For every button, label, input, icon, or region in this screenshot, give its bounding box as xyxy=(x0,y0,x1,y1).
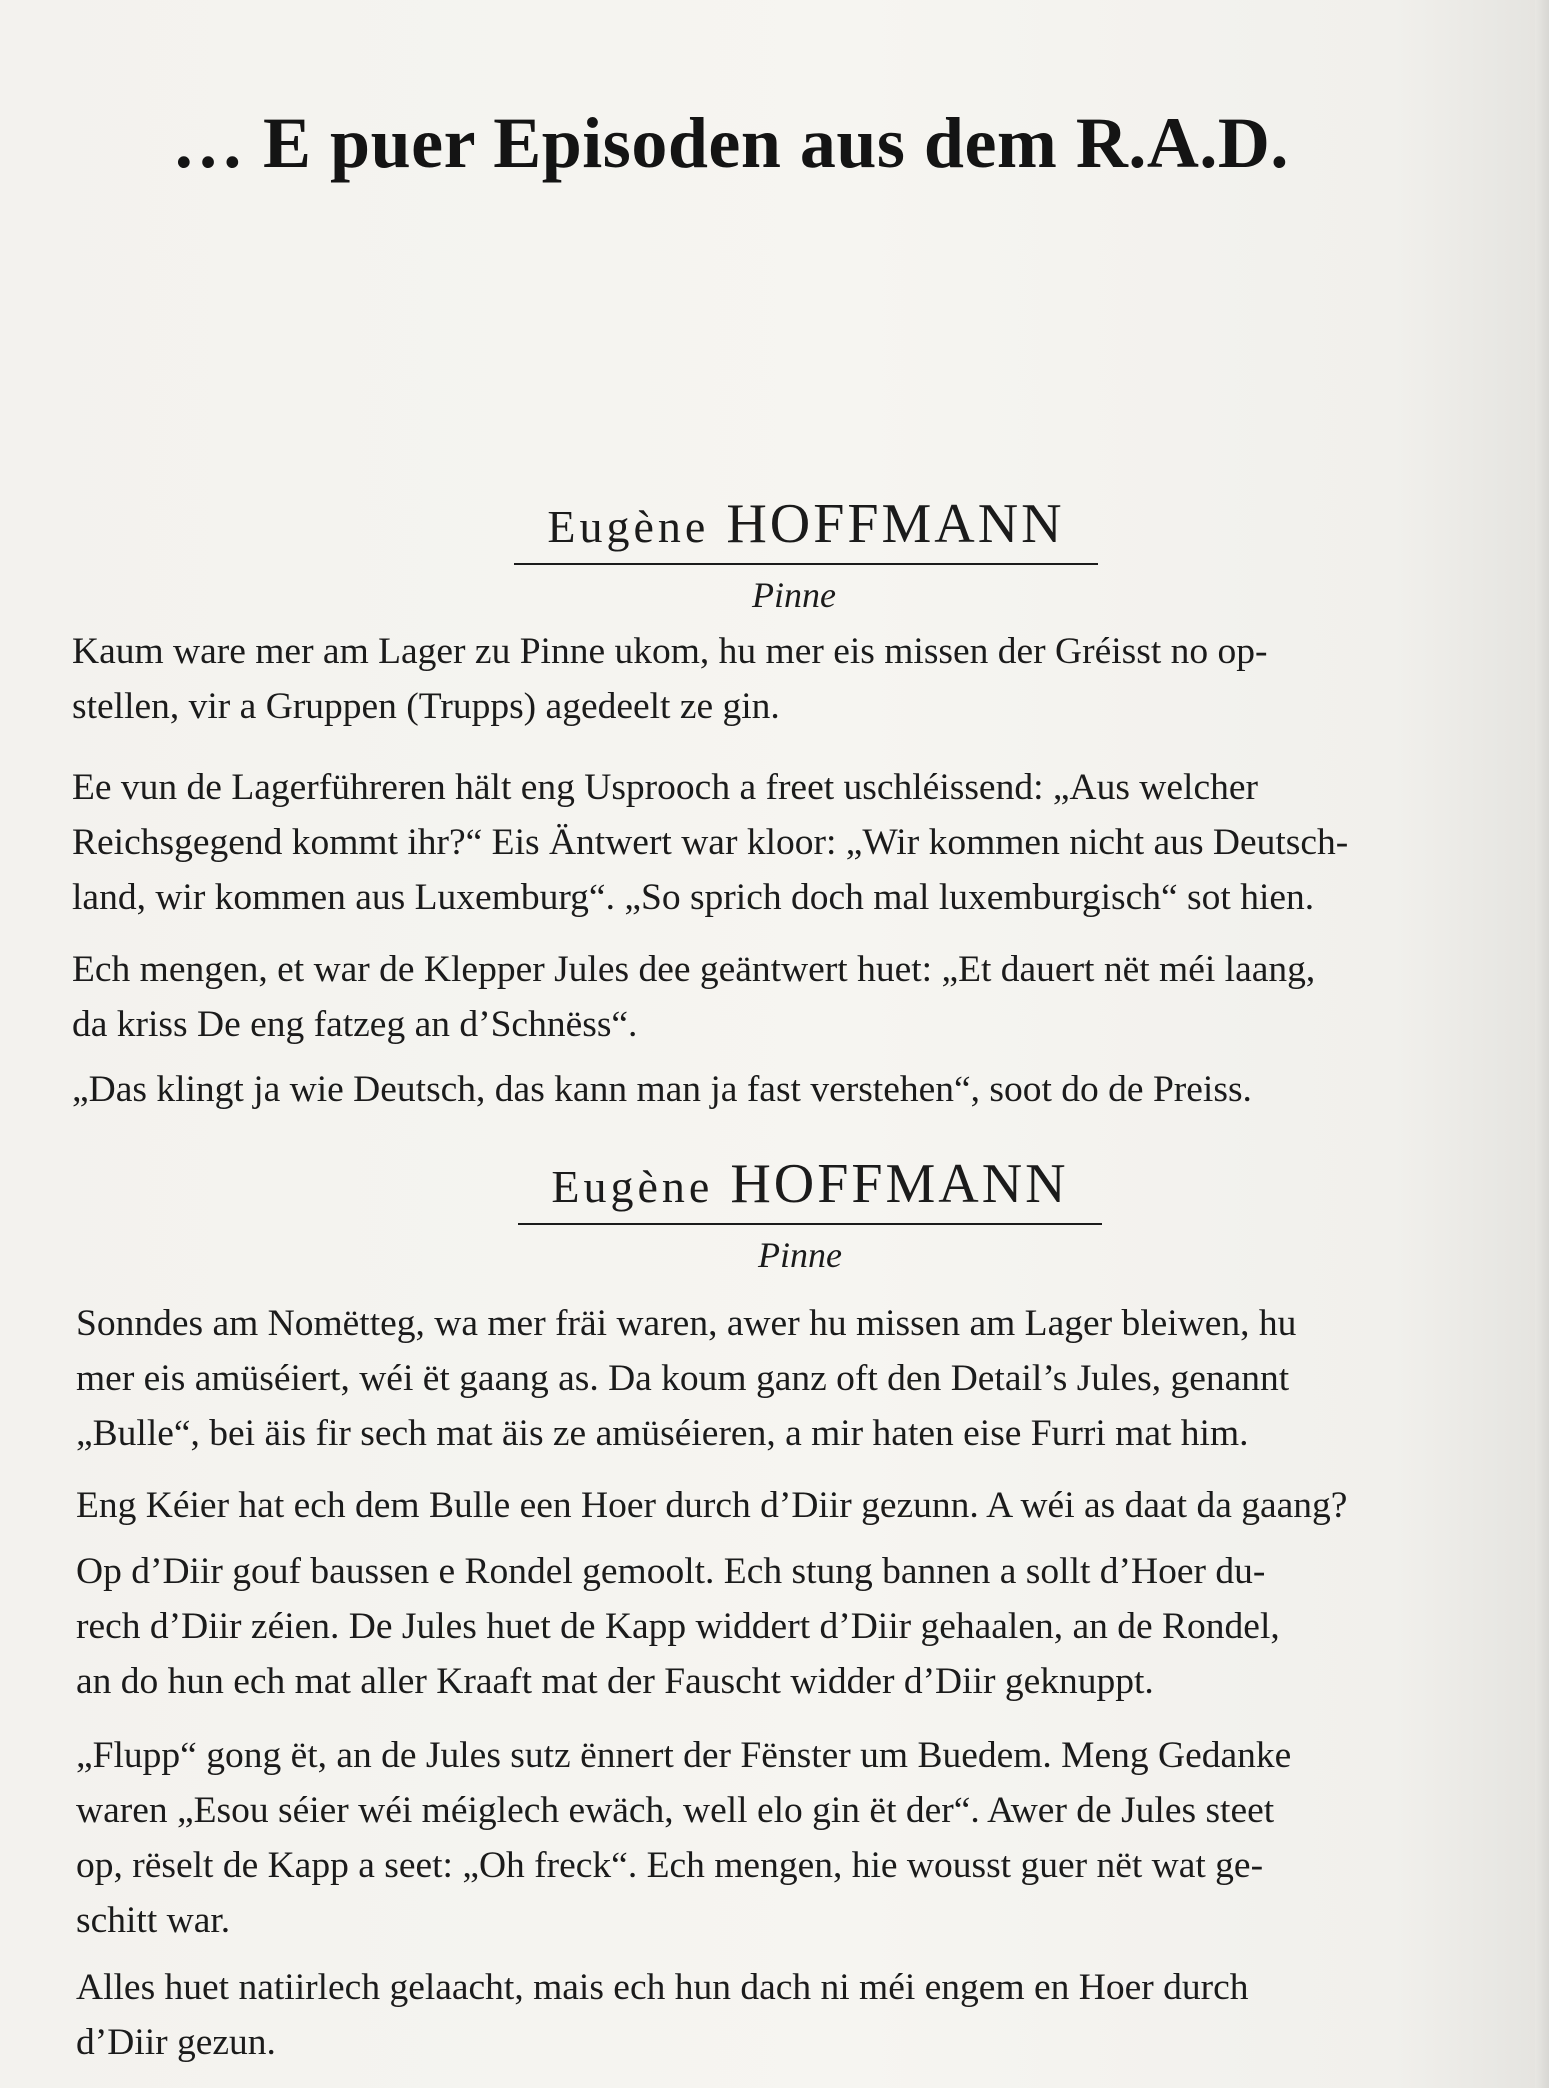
text-line: schitt war. xyxy=(76,1900,231,1941)
author-heading-1 xyxy=(514,492,1098,565)
author-last-name: HOFFMANN xyxy=(726,493,1065,555)
text-line: „Bulle“, bei äis fir sech mat äis ze amüséieren, a mir haten eise Furri mat him. xyxy=(76,1413,1249,1454)
place-name-2: Pinne xyxy=(758,1235,842,1275)
text-line: „Das klingt ja wie Deutsch, das kann man ja fast verstehen“, soot do de Preiss. xyxy=(72,1069,1252,1110)
text-line: da kriss De eng fatzeg an d’Schnëss“. xyxy=(72,1004,638,1045)
text-line: Reichsgegend kommt ihr?“ Eis Äntwert war kloor: „Wir kommen nicht aus Deutsch- xyxy=(72,822,1349,863)
text-line: Op d’Diir gouf baussen e Rondel gemoolt. Ech stung bannen a sollt d’Hoer du- xyxy=(76,1551,1266,1592)
text-line: mer eis amüséiert, wéi ët gaang as. Da koum ganz oft den Detail’s Jules, genannt xyxy=(76,1358,1290,1399)
place-name-1: Pinne xyxy=(752,575,836,615)
text-line: op, rëselt de Kapp a seet: „Oh freck“. Ech mengen, hie wousst guer nët wat ge- xyxy=(76,1845,1264,1886)
text-line: waren „Esou séier wéi méiglech ewäch, well elo gin ët der“. Awer de Jules steet xyxy=(76,1790,1275,1831)
text-line: Alles huet natiirlech gelaacht, mais ech hun dach ni méi engem en Hoer durch xyxy=(76,1967,1249,2008)
text-line: an do hun ech mat aller Kraaft mat der Fauscht widder d’Diir geknuppt. xyxy=(76,1661,1154,1702)
text-line: stellen, vir a Gruppen (Trupps) agedeelt ze gin. xyxy=(72,686,780,727)
text-line: rech d’Diir zéien. De Jules huet de Kapp widdert d’Diir gehaalen, an de Rondel, xyxy=(76,1606,1280,1647)
paragraph-2-1 xyxy=(76,1296,1542,1461)
text-line: d’Diir gezun. xyxy=(76,2022,276,2063)
paragraph-2-3 xyxy=(76,1544,1542,1709)
paragraph-1-1 xyxy=(72,624,1542,734)
text-line: Sonndes am Nomëtteg, wa mer fräi waren, awer hu missen am Lager bleiwen, hu xyxy=(76,1303,1297,1344)
author-heading-2 xyxy=(518,1152,1102,1225)
paragraph-1-3 xyxy=(72,942,1542,1052)
paragraph-1-4 xyxy=(72,1062,1542,1117)
author-first-name: Eugène xyxy=(547,501,710,552)
paragraph-1-2 xyxy=(72,760,1542,925)
page-title: … E puer Episoden aus dem R.A.D. xyxy=(172,103,1289,183)
text-line: Ech mengen, et war de Klepper Jules dee geäntwert huet: „Et dauert nët méi laang, xyxy=(72,949,1316,990)
text-line: Ee vun de Lagerführeren hält eng Usprooch a freet uschléissend: „Aus welcher xyxy=(72,767,1258,808)
text-line: Kaum ware mer am Lager zu Pinne ukom, hu mer eis missen der Gréisst no op- xyxy=(72,631,1268,672)
paragraph-2-2 xyxy=(76,1478,1542,1533)
text-line: land, wir kommen aus Luxemburg“. „So sprich doch mal luxemburgisch“ sot hien. xyxy=(72,877,1315,918)
paragraph-2-5 xyxy=(76,1960,1542,2070)
text-line: „Flupp“ gong ët, an de Jules sutz ënnert der Fënster um Buedem. Meng Gedanke xyxy=(76,1735,1292,1776)
author-first-name: Eugène xyxy=(551,1161,714,1212)
paragraph-2-4 xyxy=(76,1728,1542,1948)
text-line: Eng Kéier hat ech dem Bulle een Hoer durch d’Diir gezunn. A wéi as daat da gaang? xyxy=(76,1485,1348,1526)
author-last-name: HOFFMANN xyxy=(730,1153,1069,1215)
